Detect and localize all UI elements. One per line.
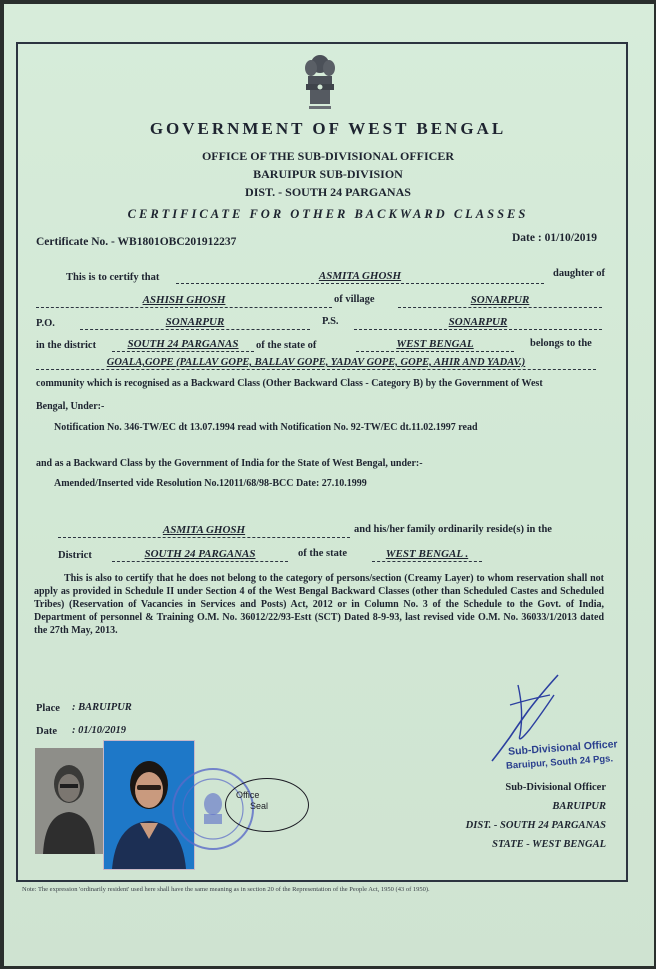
father-name: ASHISH GHOSH bbox=[36, 294, 332, 308]
footnote: Note: The expression 'ordinarily resident' used here shall have the same meaning as in section 20 of the Representation of the People Act, 1950 (43 of 1950). bbox=[22, 886, 430, 893]
blue-stamp-line-1: Sub-Divisional Officer bbox=[507, 738, 618, 758]
certify-prefix: This is to certify that bbox=[66, 272, 160, 283]
officer-state: STATE - WEST BENGAL bbox=[492, 839, 606, 850]
applicant-name: ASMITA GHOSH bbox=[176, 270, 544, 284]
resident-district: SOUTH 24 PARGANAS bbox=[112, 548, 288, 562]
district-label: District bbox=[58, 550, 92, 561]
officer-district: DIST. - SOUTH 24 PARGANAS bbox=[465, 820, 606, 831]
office-seal-label-1: Office bbox=[236, 790, 260, 800]
village-label: of village bbox=[334, 294, 375, 305]
district-name: DIST. - SOUTH 24 PARGANAS bbox=[245, 185, 411, 199]
issue-date: Date : 01/10/2019 bbox=[512, 232, 597, 244]
place-label: Place bbox=[36, 703, 60, 714]
resident-state: WEST BENGAL . bbox=[372, 548, 482, 562]
of-the-state-label: of the state bbox=[298, 548, 347, 559]
subdivision-name: BARUIPUR SUB-DIVISION bbox=[253, 167, 403, 181]
state-value: WEST BENGAL bbox=[356, 338, 514, 352]
resident-name: ASMITA GHOSH bbox=[58, 524, 350, 538]
certificate-title: CERTIFICATE FOR OTHER BACKWARD CLASSES bbox=[127, 207, 529, 221]
ps-label: P.S. bbox=[322, 316, 339, 327]
village-name: SONARPUR bbox=[398, 294, 602, 308]
post-office: SONARPUR bbox=[80, 316, 310, 330]
office-seal-label-2: Seal bbox=[250, 801, 269, 811]
resides-label: and his/her family ordinarily reside(s) in the bbox=[354, 524, 552, 535]
belongs-label: belongs to the bbox=[530, 338, 592, 349]
officer-subdivision: BARUIPUR bbox=[552, 801, 606, 812]
police-station: SONARPUR bbox=[354, 316, 602, 330]
community-line-1: community which is recognised as a Backward Class (Other Backward Class - Category B) by the Government of West bbox=[36, 378, 543, 389]
resolution-text: Amended/Inserted vide Resolution No.12011/68/98-BCC Date: 27.10.1999 bbox=[54, 478, 367, 489]
po-label: P.O. bbox=[36, 318, 55, 329]
applicant-photo-grayscale bbox=[35, 748, 103, 854]
caste-value: GOALA,GOPE (PALLAV GOPE, BALLAV GOPE, YADAV GOPE, GOPE, AHIR AND YADAV.) bbox=[36, 357, 596, 370]
goi-text: and as a Backward Class by the Government of India for the State of West Bengal, under:- bbox=[36, 458, 423, 469]
officer-title: Sub-Divisional Officer bbox=[505, 782, 606, 793]
certificate-number: Certificate No. - WB1801OBC201912237 bbox=[36, 236, 237, 248]
office-name: OFFICE OF THE SUB-DIVISIONAL OFFICER bbox=[201, 149, 455, 163]
state-emblem-icon bbox=[300, 52, 340, 116]
creamy-layer-paragraph: This is also to certify that he does not belong to the category of persons/section (Creamy Layer) to whom reservation shall not apply as provided in Schedule II under Section 4 of the West Bengal Backward Classes (other than Scheduled Castes and Scheduled Tribes) (Reservation of Vacancies in Services and Posts) Act, 2012 or in Column No. 3 of the Schedule to the Govt. of India, Department of personnel & Training O.M. No. 36012/22/93-Estt (SCT) Dated 8-9-93, last revised vide O.M. No. 36033/1/2013 dated the 27th May, 2013. bbox=[34, 573, 604, 636]
date-label: Date bbox=[36, 726, 57, 737]
community-line-2: Bengal, Under:- bbox=[36, 401, 105, 412]
district-prefix: in the district bbox=[36, 340, 97, 351]
notification-text: Notification No. 346-TW/EC dt 13.07.1994 read with Notification No. 92-TW/EC dt.11.02.1997 read bbox=[54, 422, 478, 433]
relation-label: daughter of bbox=[553, 268, 606, 279]
district-value: SOUTH 24 PARGANAS bbox=[112, 338, 254, 352]
state-of-label: of the state of bbox=[256, 340, 317, 351]
place-value: : BARUIPUR bbox=[72, 702, 132, 713]
date-value: : 01/10/2019 bbox=[72, 725, 126, 736]
blue-stamp-line-2: Baruipur, South 24 Pgs. bbox=[505, 753, 614, 772]
government-title: GOVERNMENT OF WEST BENGAL bbox=[149, 119, 507, 138]
